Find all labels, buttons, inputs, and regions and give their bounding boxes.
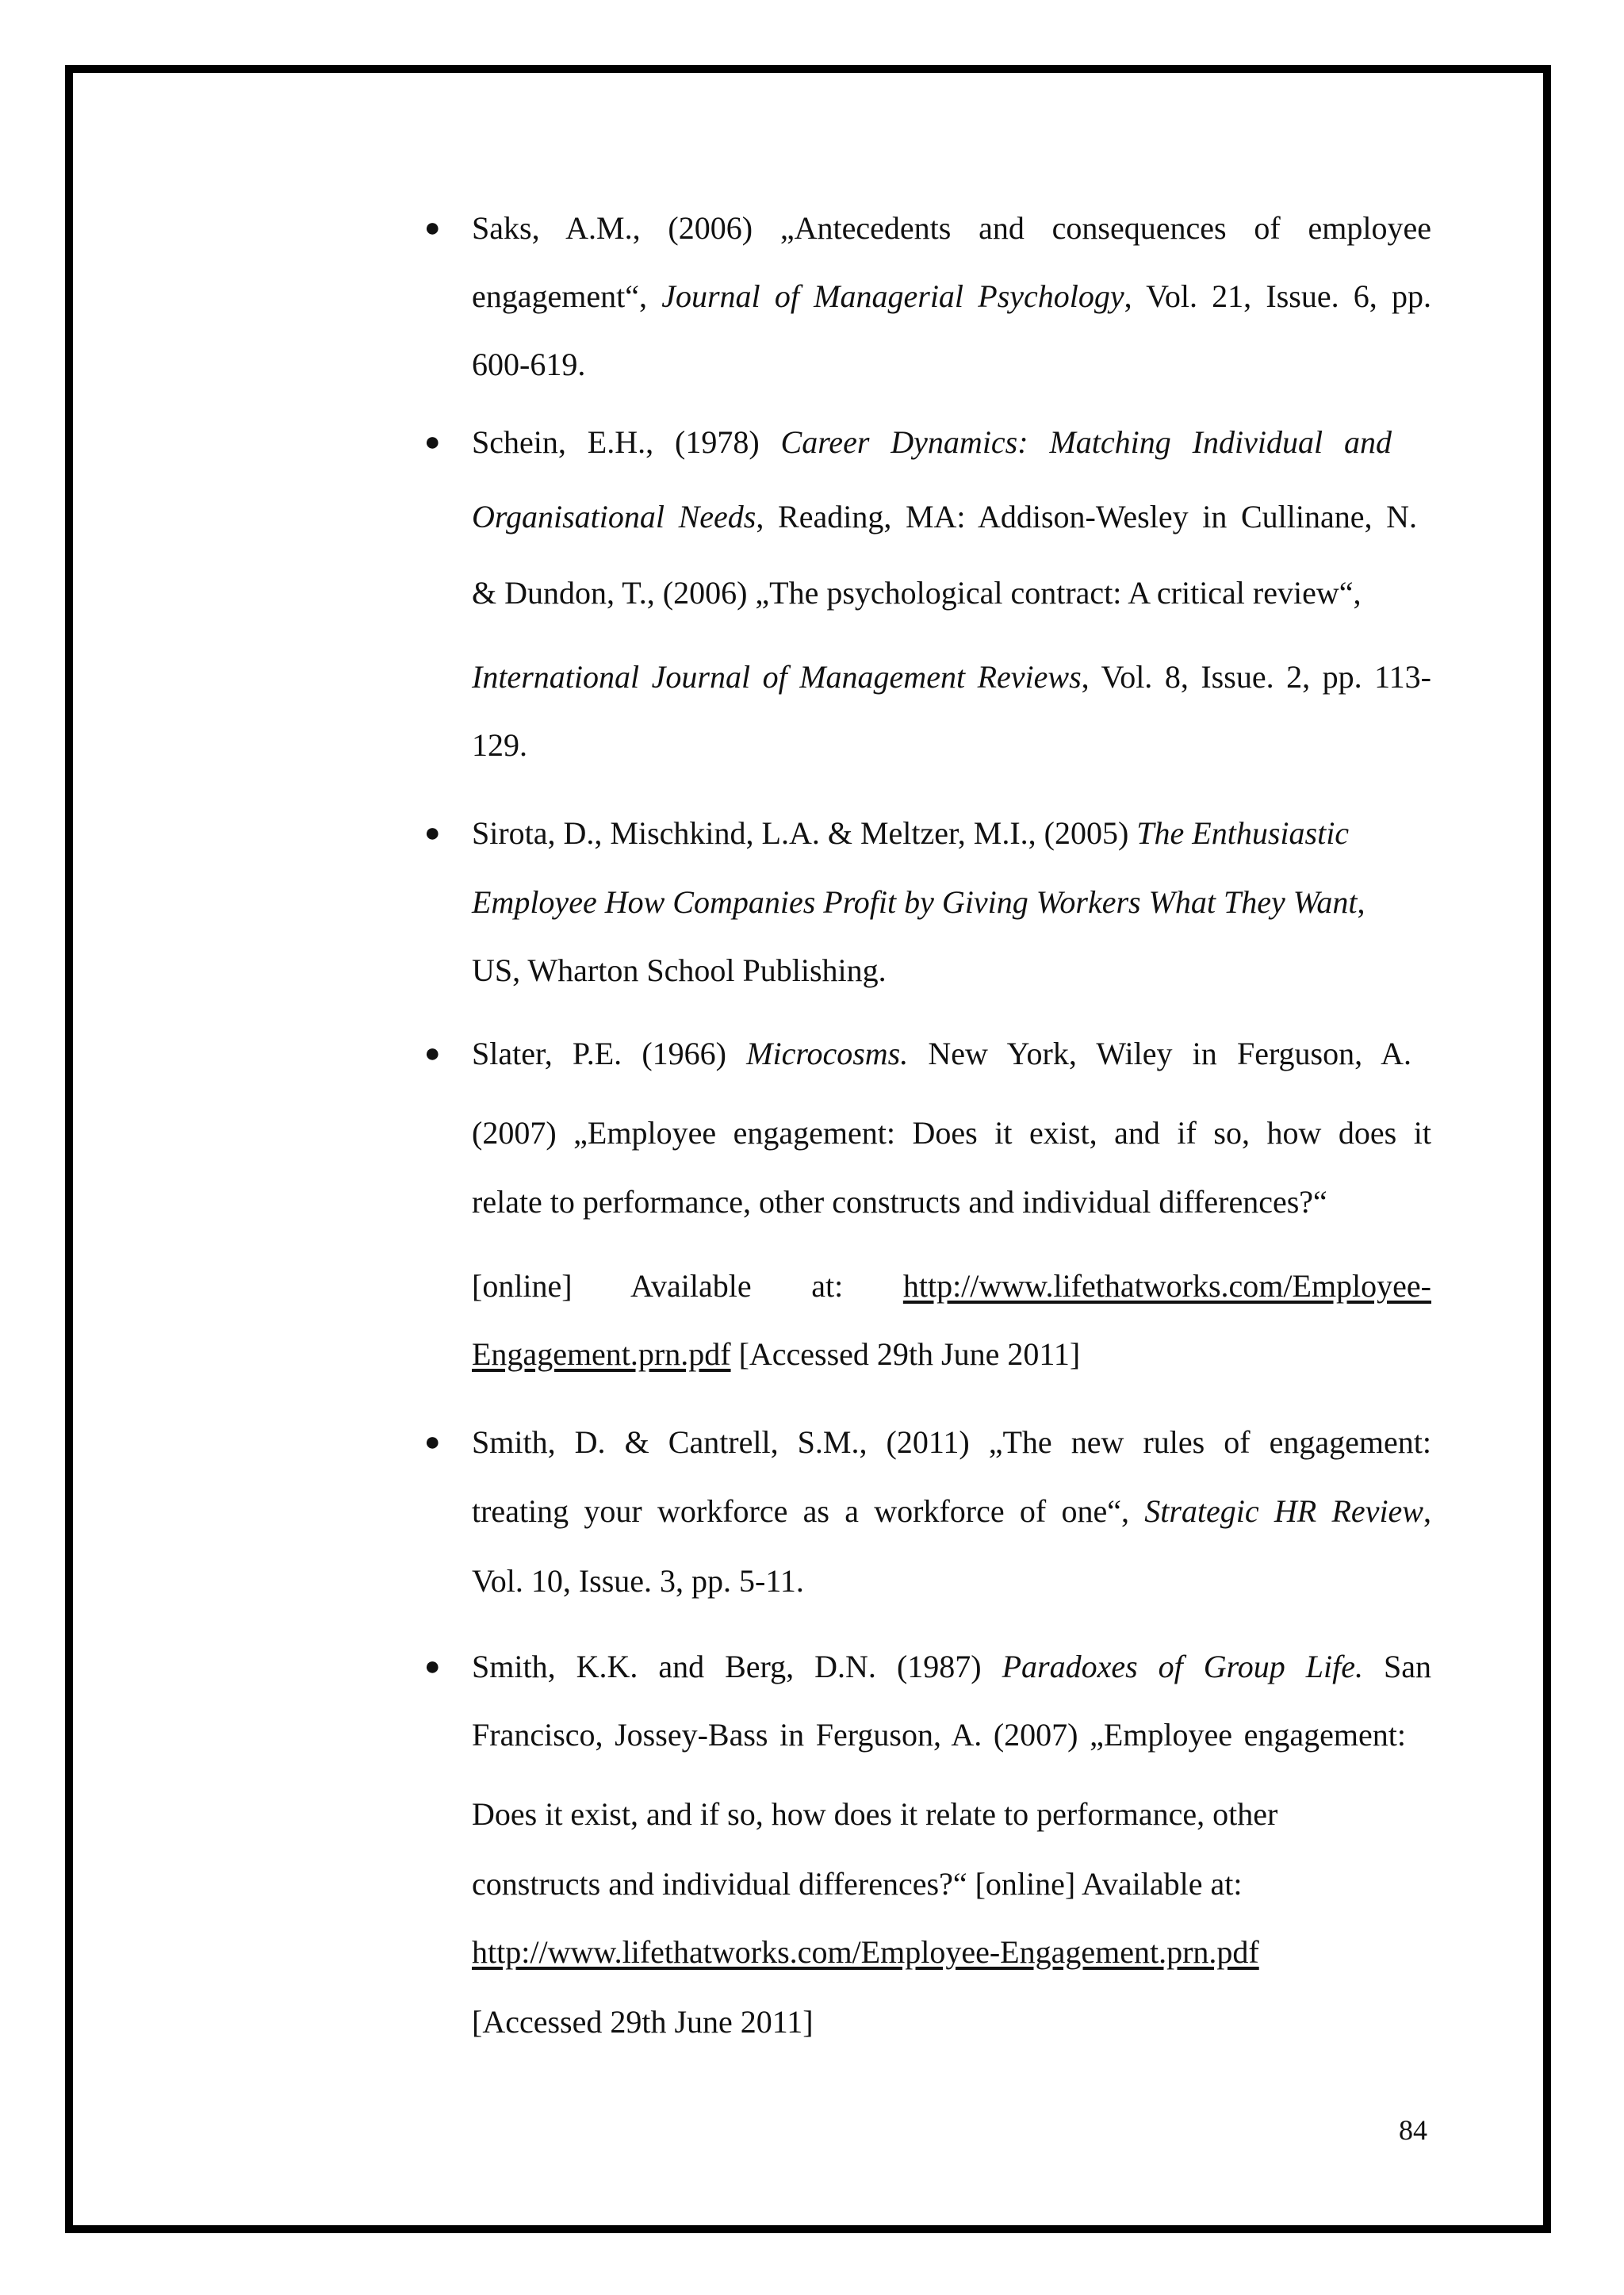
reference-text: engagement“, xyxy=(472,278,662,314)
reference-text: Slater, P.E. (1966) xyxy=(472,1036,747,1071)
reference-line xyxy=(472,658,1431,696)
italic-title: Paradoxes of Group Life. xyxy=(1002,1649,1363,1684)
reference-line xyxy=(472,726,1431,764)
reference-text: , Reading, MA: Addison-Wesley in Cullinane, N. xyxy=(756,499,1418,534)
reference-line xyxy=(472,423,1392,462)
bullet: ● xyxy=(424,818,441,848)
reference-line xyxy=(472,574,1431,612)
reference-text: treating your workforce as a workforce of one“, xyxy=(472,1493,1145,1529)
reference-line xyxy=(472,1335,1431,1374)
reference-line xyxy=(472,1865,1431,1903)
reference-text: relate to performance, other constructs and individual differences?“ xyxy=(472,1184,1327,1220)
reference-line xyxy=(472,1423,1431,1462)
page-number: 84 xyxy=(1399,2114,1427,2146)
reference-link[interactable]: http://www.lifethatworks.com/Employee-Engagement.prn.pdf xyxy=(472,1934,1259,1970)
reference-line xyxy=(472,883,1431,921)
italic-title: Microcosms. xyxy=(746,1036,909,1071)
reference-line xyxy=(472,1035,1411,1073)
reference-text: , Vol. 8, Issue. 2, pp. 113- xyxy=(1081,659,1431,695)
reference-text: Sirota, D., Mischkind, L.A. & Meltzer, M.I., (2005) xyxy=(472,815,1137,851)
italic-title: Organisational Needs xyxy=(472,499,756,534)
bullet: ● xyxy=(424,427,441,457)
bullet: ● xyxy=(424,1427,441,1457)
italic-title: The Enthusiastic xyxy=(1136,815,1350,851)
reference-line xyxy=(472,1716,1406,1754)
italic-title: International Journal of Management Reviews xyxy=(472,659,1082,695)
reference-line xyxy=(472,1114,1431,1152)
reference-link[interactable]: http://www.lifethatworks.com/Employee- xyxy=(902,1268,1431,1304)
reference-text: , Vol. 21, Issue. 6, pp. xyxy=(1124,278,1432,314)
reference-text: US, Wharton School Publishing. xyxy=(472,952,887,988)
reference-line xyxy=(472,1795,1431,1833)
italic-title: Career Dynamics: Matching Individual and xyxy=(780,424,1392,460)
reference-text: San xyxy=(1363,1649,1432,1684)
reference-text: & Dundon, T., (2006) „The psychological contract: A critical review“, xyxy=(472,575,1362,611)
reference-line xyxy=(472,1562,1431,1600)
italic-title: Journal of Managerial Psychology xyxy=(661,278,1124,314)
bullet: ● xyxy=(424,1039,441,1068)
reference-line xyxy=(472,1492,1431,1531)
reference-line xyxy=(472,1648,1431,1686)
reference-line xyxy=(472,1933,1431,1971)
reference-text: 600-619. xyxy=(472,347,586,382)
reference-line xyxy=(472,209,1431,247)
reference-line xyxy=(472,814,1431,852)
reference-line xyxy=(472,2003,1431,2041)
reference-text: Does it exist, and if so, how does it relate to performance, other xyxy=(472,1796,1278,1832)
reference-text: [Accessed 29th June 2011] xyxy=(730,1336,1081,1372)
bullet: ● xyxy=(424,213,441,243)
reference-text: Vol. 10, Issue. 3, pp. 5-11. xyxy=(472,1563,804,1599)
reference-text: Smith, D. & Cantrell, S.M., (2011) „The new rules of engagement: xyxy=(472,1424,1431,1460)
reference-text: [online] Available at: xyxy=(472,1268,903,1304)
reference-text: , xyxy=(1357,884,1365,920)
reference-text: (2007) „Employee engagement: Does it exist, and if so, how does it xyxy=(472,1115,1431,1151)
reference-text: constructs and individual differences?“ [online] Available at: xyxy=(472,1866,1243,1902)
reference-line xyxy=(472,498,1417,536)
reference-line xyxy=(472,952,1431,990)
reference-line xyxy=(472,278,1431,316)
reference-link[interactable]: Engagement.prn.pdf xyxy=(472,1336,731,1372)
reference-line xyxy=(472,1267,1431,1305)
reference-text: Saks, A.M., (2006) „Antecedents and consequences of employee xyxy=(472,210,1431,246)
reference-line xyxy=(472,1183,1431,1221)
reference-text: Smith, K.K. and Berg, D.N. (1987) xyxy=(472,1649,1002,1684)
italic-title: Employee How Companies Profit by Giving Workers What They Want xyxy=(472,884,1358,920)
reference-text: [Accessed 29th June 2011] xyxy=(472,2004,814,2040)
reference-line xyxy=(472,346,1431,384)
bullet: ● xyxy=(424,1652,441,1681)
reference-text: New York, Wiley in Ferguson, A. xyxy=(908,1036,1411,1071)
italic-title: Strategic HR Review xyxy=(1144,1493,1423,1529)
reference-text: Schein, E.H., (1978) xyxy=(472,424,781,460)
reference-text: 129. xyxy=(472,727,527,763)
reference-text: Francisco, Jossey-Bass in Ferguson, A. (2007) „Employee engagement: xyxy=(472,1717,1406,1753)
reference-text: , xyxy=(1423,1493,1431,1529)
